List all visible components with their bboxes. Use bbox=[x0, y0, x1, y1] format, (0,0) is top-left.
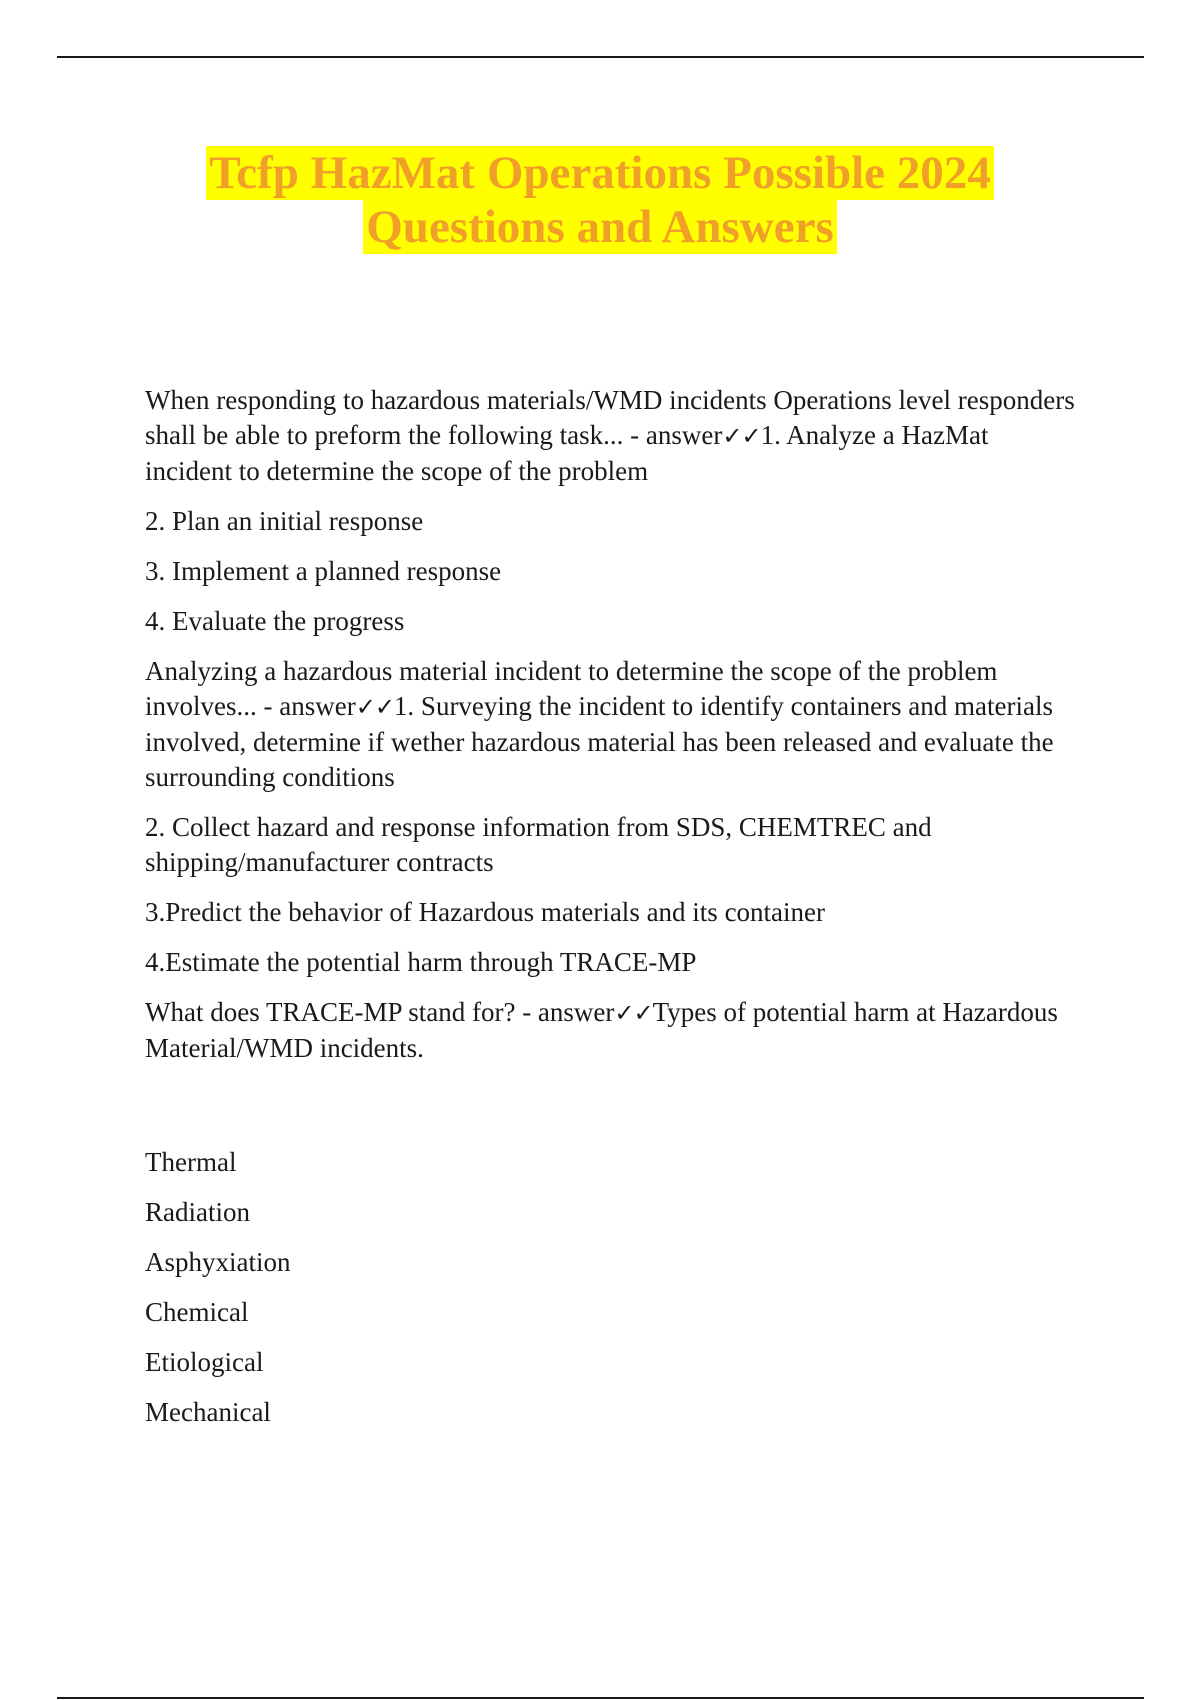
answer-line: 4.Estimate the potential harm through TRACE-MP bbox=[145, 947, 697, 977]
title-line-1: Tcfp HazMat Operations Possible 2024 bbox=[206, 146, 994, 200]
question-text: When responding to hazardous materials/WMD incidents Operations level responders shall be able to preform the following task... - answer bbox=[145, 385, 1075, 450]
trace-mp-item: Mechanical bbox=[145, 1397, 271, 1427]
check-marks-icon: ✓✓ bbox=[614, 999, 653, 1027]
trace-mp-item: Radiation bbox=[145, 1197, 250, 1227]
trace-mp-item: Chemical bbox=[145, 1297, 249, 1327]
answer-text: 1. Surveying the incident to identify containers and materials involved, determine if wether hazardous material has been released and evaluate the surrounding conditions bbox=[145, 691, 1054, 792]
spacer bbox=[145, 1081, 1080, 1145]
title-line-2: Questions and Answers bbox=[363, 200, 837, 254]
answer-line: 3.Predict the behavior of Hazardous materials and its container bbox=[145, 897, 826, 927]
answer-text: Types of potential harm at Hazardous Material/WMD incidents. bbox=[145, 997, 1058, 1063]
top-divider bbox=[57, 56, 1144, 58]
qa-item-1 bbox=[145, 383, 1080, 489]
bottom-divider bbox=[57, 1697, 1144, 1699]
question-text: What does TRACE-MP stand for? - answer bbox=[145, 997, 615, 1027]
answer-line: 2. Collect hazard and response information from SDS, CHEMTREC and shipping/manufacturer contracts bbox=[145, 812, 932, 877]
trace-mp-item: Thermal bbox=[145, 1147, 237, 1177]
answer-text: 1. Analyze a HazMat incident to determine the scope of the problem bbox=[145, 420, 989, 486]
answer-line: 4. Evaluate the progress bbox=[145, 606, 405, 636]
question-text: Analyzing a hazardous material incident to determine the scope of the problem involves... - answer bbox=[145, 656, 998, 721]
answer-line: 2. Plan an initial response bbox=[145, 506, 424, 536]
trace-mp-item: Etiological bbox=[145, 1347, 264, 1377]
qa-item-2 bbox=[145, 654, 1080, 795]
document-body bbox=[145, 383, 1080, 1445]
trace-mp-item: Asphyxiation bbox=[145, 1247, 291, 1277]
qa-item-3 bbox=[145, 995, 1080, 1066]
check-marks-icon: ✓✓ bbox=[355, 693, 394, 721]
answer-line: 3. Implement a planned response bbox=[145, 556, 502, 586]
document-title bbox=[0, 146, 1200, 254]
check-marks-icon: ✓✓ bbox=[722, 422, 761, 450]
